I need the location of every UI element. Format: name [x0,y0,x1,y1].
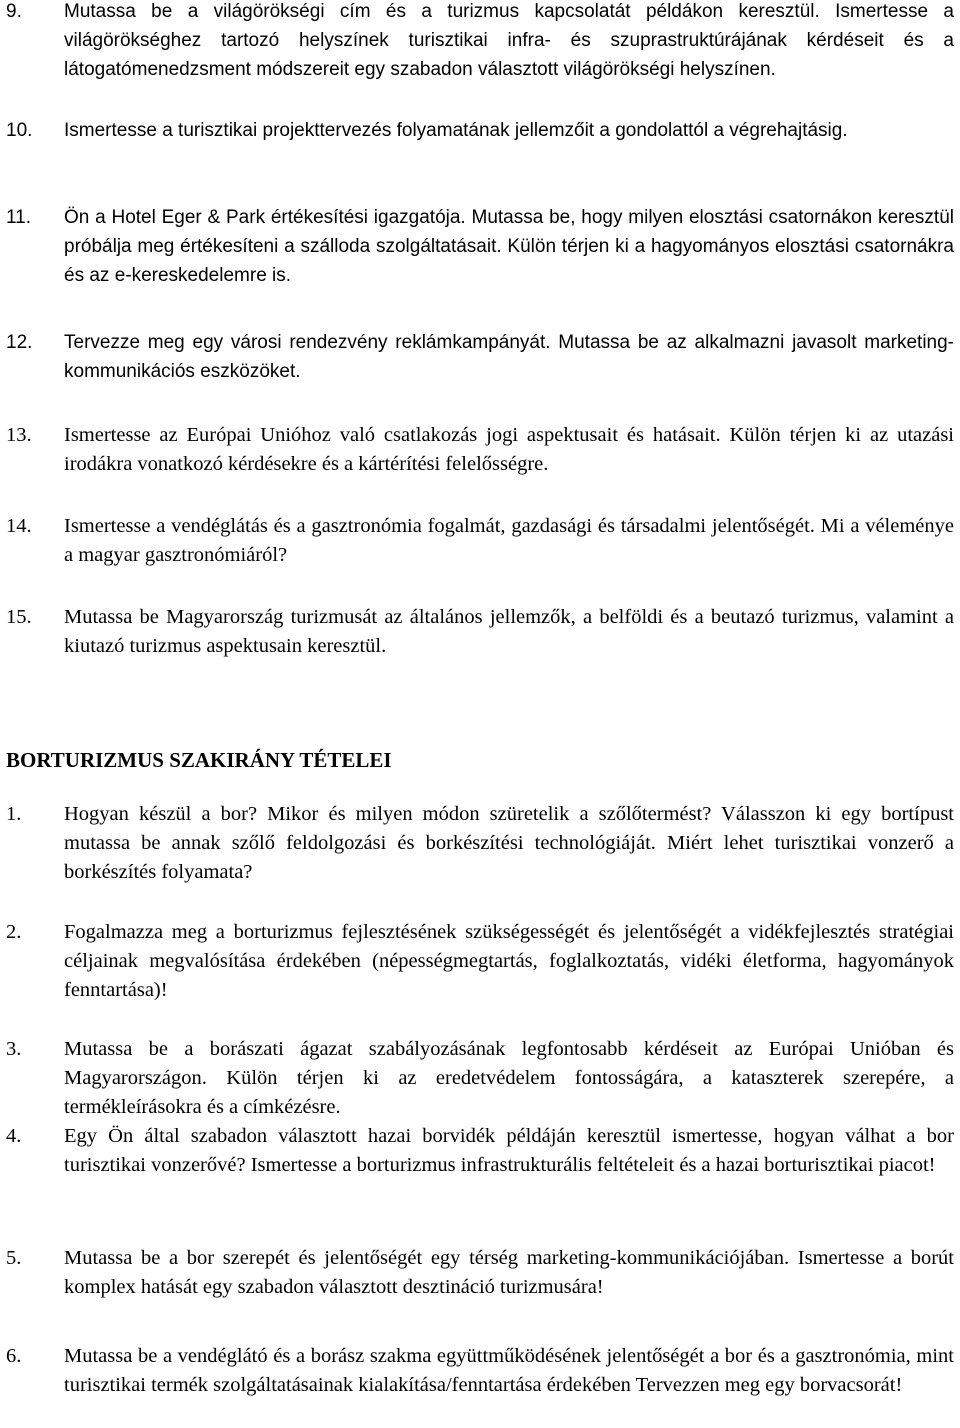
item-text: Mutassa be Magyarország turizmusát az általános jellemzők, a belföldi és a beutazó turizmus, valamint a kiutazó turizmus aspektusain keresztül. [64,606,954,657]
item-number: 15. [6,606,32,628]
item-number: 13. [6,424,32,446]
item-number: 2. [6,921,22,943]
item-text: Mutassa be a borászati ágazat szabályozásának legfontosabb kérdéseit az Európai Unióban és Magyarországon. Külön térjen ki az eredetvédelem fontosságára, a kataszterek szerepére, a termékleírásokra és a címkézésre. [64,1038,954,1118]
item-text: Ön a Hotel Eger & Park értékesítési igazgatója. Mutassa be, hogy milyen elosztási csatornákon keresztül próbálja meg értékesíteni a szálloda szolgáltatásait. Külön térjen ki a hagyományos elosztási csatornákra és az e-kereskedelemre is. [64,207,954,286]
wine-item-3 [6,1035,954,1122]
item-text: Hogyan készül a bor? Mikor és milyen módon szüretelik a szőlőtermést? Válasszon ki egy bortípust mutassa be annak szőlő feldolgozási és borkészítési technológiáját. Miért lehet turisztikai vonzerő a borkészítés folyamata? [64,803,954,883]
section-heading: BORTURIZMUS SZAKIRÁNY TÉTELEI [6,748,392,772]
item-text: Mutassa be a bor szerepét és jelentőségét egy térség marketing-kommunikációjában. Ismertesse a borút komplex hatását egy szabadon választott desztináció turizmusára! [64,1247,954,1298]
item-number: 4. [6,1125,22,1147]
wine-item-6 [6,1342,954,1400]
item-text: Fogalmazza meg a borturizmus fejlesztésének szükségességét és jelentőségét a vidékfejlesztés stratégiai céljainak megvalósítása érdekében (népességmegtartás, foglalkoztatás, vidéki életforma, hagyományok fenntartása)! [64,921,954,1001]
item-text: Ismertesse a turisztikai projekttervezés folyamatának jellemzőit a gondolattól a végrehajtásig. [64,120,848,141]
item-number: 6. [6,1345,22,1367]
item-number: 14. [6,515,32,537]
item-text: Egy Ön által szabadon választott hazai borvidék példáján keresztül ismertesse, hogyan válhat a bor turisztikai vonzerővé? Ismertesse a borturizmus infrastrukturális feltételeit és a hazai borturisztikai piacot! [64,1125,954,1176]
list-item-9 [6,0,954,84]
list-item-12 [6,328,954,386]
item-text: Mutassa be a világörökségi cím és a turizmus kapcsolatát példákon keresztül. Ismertesse a világörökséghez tartozó helyszínek turisztikai infra- és szuprastruktúrájának kérdéseit és a látogatómenedzsment módszereit egy szabadon választott világörökségi helyszínen. [64,1,954,80]
list-item-13 [6,421,954,479]
wine-item-2 [6,918,954,1005]
item-number: 12. [6,332,33,353]
list-item-15 [6,603,954,661]
item-text: Ismertesse az Európai Unióhoz való csatlakozás jogi aspektusait és hatásait. Külön térjen ki az utazási irodákra vonatkozó kérdésekre és a kártérítési felelősségre. [64,424,954,475]
item-text: Tervezze meg egy városi rendezvény reklámkampányát. Mutassa be az alkalmazni javasolt marketing-kommunikációs eszközöket. [64,332,954,382]
item-number: 9. [6,1,22,22]
item-number: 11. [6,207,32,228]
item-text: Mutassa be a vendéglátó és a borász szakma együttműködésének jelentőségét a bor és a gasztronómia, mint turisztikai termék szolgáltatásainak kialakítása/fenntartása érdekében Tervezzen meg egy borvacsorát! [64,1345,954,1396]
wine-item-4 [6,1122,954,1180]
list-item-11 [6,203,954,290]
item-number: 5. [6,1247,22,1269]
item-number: 3. [6,1038,22,1060]
item-number: 10. [6,120,33,141]
item-text: Ismertesse a vendéglátás és a gasztronómia fogalmát, gazdasági és társadalmi jelentőségét. Mi a véleménye a magyar gasztronómiáról? [64,515,954,566]
list-item-10 [6,116,954,145]
wine-item-5 [6,1244,954,1302]
list-item-14 [6,512,954,570]
wine-item-1 [6,800,954,887]
item-number: 1. [6,803,22,825]
